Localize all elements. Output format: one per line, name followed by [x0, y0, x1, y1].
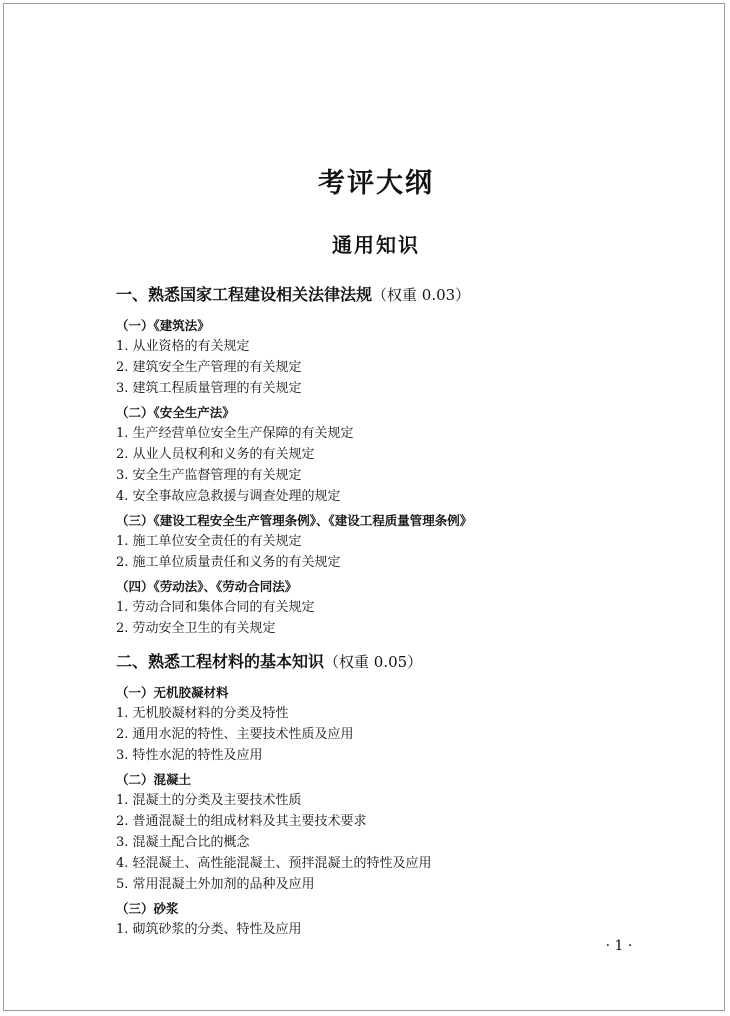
list-item: 4. 轻混凝土、高性能混凝土、预拌混凝土的特性及应用 — [116, 856, 432, 871]
list-item: 1. 施工单位安全责任的有关规定 — [116, 534, 302, 549]
list-item: 2. 劳动安全卫生的有关规定 — [116, 621, 276, 636]
list-item: 3. 建筑工程质量管理的有关规定 — [116, 381, 302, 396]
list-item: 1. 砌筑砂浆的分类、特性及应用 — [116, 922, 302, 937]
document-title: 考评大纲 — [318, 168, 434, 199]
list-item: 3. 安全生产监督管理的有关规定 — [116, 468, 302, 483]
subsection-heading: （三）砂浆 — [116, 901, 179, 916]
list-item: 2. 从业人员权利和义务的有关规定 — [116, 447, 315, 462]
subsection-heading: （四）《劳动法》、《劳动合同法》 — [116, 579, 298, 594]
sections-container — [116, 278, 636, 940]
section — [116, 278, 636, 639]
subsection-heading: （一）无机胶凝材料 — [116, 685, 229, 700]
subsection-heading: （三）《建设工程安全生产管理条例》、《建设工程质量管理条例》 — [116, 513, 473, 528]
list-item: 2. 施工单位质量责任和义务的有关规定 — [116, 555, 341, 570]
list-item: 1. 无机胶凝材料的分类及特性 — [116, 706, 289, 721]
section-heading — [116, 645, 636, 679]
section-weight: （权重 0.05） — [324, 653, 423, 671]
list-item: 4. 安全事故应急救援与调查处理的规定 — [116, 489, 341, 504]
subsection-heading: （一）《建筑法》 — [116, 318, 210, 333]
section-heading — [116, 278, 636, 312]
subsection-heading: （二）混凝土 — [116, 772, 192, 787]
list-item: 3. 混凝土配合比的概念 — [116, 835, 250, 850]
section-heading-text: 二、熟悉工程材料的基本知识 — [116, 652, 325, 671]
document-page — [3, 3, 725, 1011]
part-title: 通用知识 — [332, 233, 420, 257]
list-item: 5. 常用混凝土外加剂的品种及应用 — [116, 877, 315, 892]
section-weight: （权重 0.03） — [372, 286, 471, 304]
subsection-heading: （二）《安全生产法》 — [116, 405, 235, 420]
list-item: 1. 从业资格的有关规定 — [116, 339, 250, 354]
list-item: 1. 劳动合同和集体合同的有关规定 — [116, 600, 315, 615]
list-item: 2. 通用水泥的特性、主要技术性质及应用 — [116, 727, 354, 742]
list-item: 1. 混凝土的分类及主要技术性质 — [116, 793, 302, 808]
page-number: · 1 · — [605, 938, 633, 954]
page-content — [116, 162, 636, 940]
section — [116, 645, 636, 940]
list-item: 2. 普通混凝土的组成材料及其主要技术要求 — [116, 814, 367, 829]
list-item: 3. 特性水泥的特性及应用 — [116, 748, 263, 763]
list-item: 1. 生产经营单位安全生产保障的有关规定 — [116, 426, 354, 441]
section-heading-text: 一、熟悉国家工程建设相关法律法规 — [116, 285, 373, 304]
list-item: 2. 建筑安全生产管理的有关规定 — [116, 360, 302, 375]
